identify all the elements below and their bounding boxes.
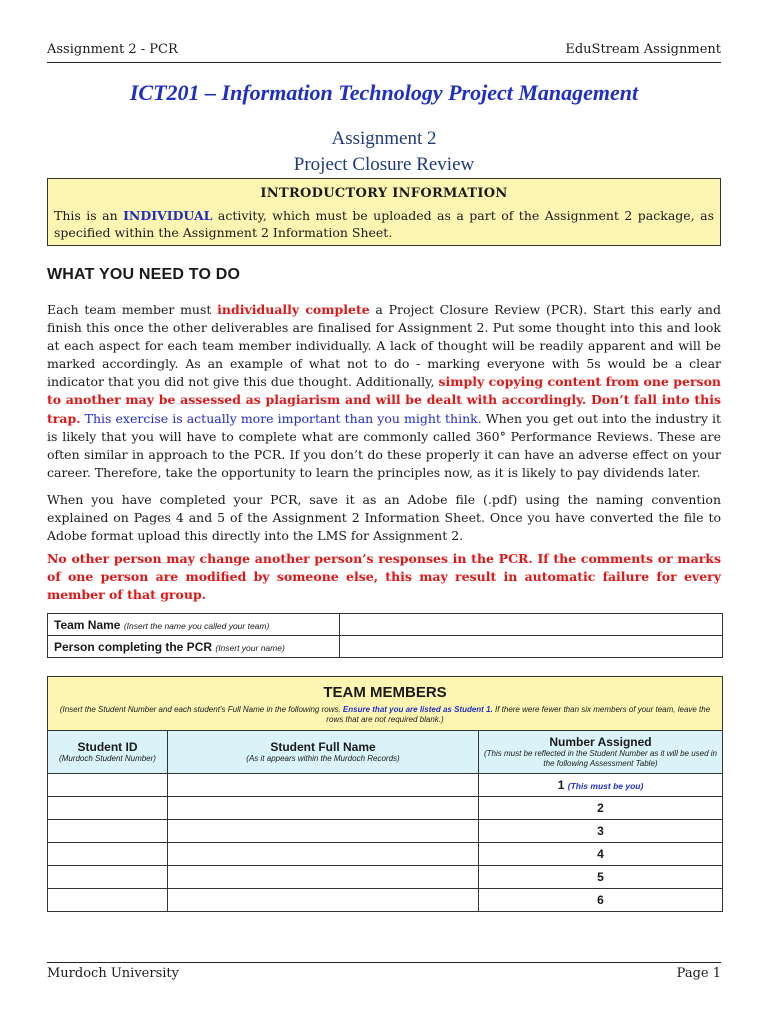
person-label (48, 636, 340, 658)
table-row (48, 889, 723, 912)
number-cell: 3 (479, 820, 723, 843)
student-id-cell[interactable] (48, 866, 168, 889)
p1-a: Each team member must (47, 302, 218, 317)
student-name-cell[interactable] (168, 820, 479, 843)
table-row (48, 866, 723, 889)
page-number: Page 1 (676, 966, 721, 981)
intro-text-b: activity, which must be uploaded as a part of the Assignment 2 package, as specified within the Assignment 2 Information Sheet. (54, 208, 714, 240)
document-title: ICT201 – Information Technology Project Management (129, 80, 639, 105)
col-student-name (168, 731, 479, 774)
team-members-title: TEAM MEMBERS (323, 684, 447, 701)
team-name-label (48, 614, 340, 636)
assignment-subtitle: Assignment 2 (331, 128, 437, 149)
col1-sub: (Murdoch Student Number) (59, 754, 156, 763)
intro-text (54, 207, 714, 241)
intro-box (47, 178, 721, 246)
table-row (48, 797, 723, 820)
p1-blue: This exercise is actually more important than you might think. (80, 410, 482, 426)
col2-sub: (As it appears within the Murdoch Records) (246, 754, 400, 763)
team-name-field[interactable] (340, 614, 723, 636)
number-value: 1 (557, 778, 565, 792)
p1-c: When you get out into the industry it is likely that you will have to complete what are commonly called 360° Performance Reviews. These are often similar in approach to the PCR. If you don’t do these properly it can have an adverse effect on your career. Therefore, take the opportunity to learn the principles now, as it is likely to pay dividends later. (47, 410, 721, 480)
number-cell (479, 774, 723, 797)
intro-highlight: INDIVIDUAL (123, 208, 213, 223)
number-cell: 2 (479, 797, 723, 820)
p1-b: a Project Closure Review (PCR). Start this early and finish this once the other deliverables are finalised for Assignment 2. Put some thought into this and look at each aspect for each team member individually. A lack of thought will be readily apparent and will be marked accordingly. As an example of what not to do - marking everyone with 5s would be a clear indicator that you did not give this due thought. Additionally, (47, 302, 721, 390)
student-id-cell[interactable] (48, 774, 168, 797)
page-footer (47, 962, 721, 981)
person-field[interactable] (340, 636, 723, 658)
table-row (48, 843, 723, 866)
number-cell: 4 (479, 843, 723, 866)
student-name-cell[interactable] (168, 797, 479, 820)
student-id-cell[interactable] (48, 889, 168, 912)
number-cell: 6 (479, 889, 723, 912)
must-be-you-note: (This must be you) (567, 781, 644, 791)
note-a: (Insert the Student Number and each student’s Full Name in the following rows. (59, 705, 343, 714)
page-header (47, 42, 721, 63)
person-hint: (Insert your name) (215, 642, 285, 653)
team-members-header (48, 677, 723, 731)
header-left: Assignment 2 - PCR (47, 42, 178, 57)
team-info-table (47, 613, 723, 658)
student-id-cell[interactable] (48, 797, 168, 820)
table-row (48, 820, 723, 843)
warning-paragraph: No other person may change another person’s responses in the PCR. If the comments or marks of one person are modified by someone else, this may result in automatic failure for every member of that group. (47, 551, 721, 603)
student-name-cell[interactable] (168, 843, 479, 866)
col1-label: Student ID (77, 740, 138, 754)
note-b: Ensure that you are listed as Student 1. (342, 705, 493, 714)
instructions-paragraph-2: When you have completed your PCR, save it as an Adobe file (.pdf) using the naming convention explained on Pages 4 and 5 of the Assignment 2 Information Sheet. Once you have converted the file to Adobe format upload this directly into the LMS for Assignment 2. (47, 492, 721, 544)
intro-text-a: This is an (54, 208, 124, 223)
team-members-table (47, 676, 723, 912)
instructions-paragraph-1 (47, 301, 721, 482)
person-label-text: Person completing the PCR (54, 639, 216, 654)
team-name-label-text: Team Name (54, 617, 124, 632)
student-name-cell[interactable] (168, 866, 479, 889)
student-id-cell[interactable] (48, 820, 168, 843)
col3-label: Number Assigned (549, 735, 652, 749)
student-name-cell[interactable] (168, 889, 479, 912)
review-subtitle: Project Closure Review (293, 154, 475, 175)
p1-red1: individually complete (217, 302, 370, 317)
table-row (48, 774, 723, 797)
team-members-note (57, 705, 713, 725)
col2-label: Student Full Name (270, 740, 376, 754)
note-c: If there were fewer than six members of your team, leave the rows that are not required blank.) (326, 705, 711, 724)
col-number-assigned (479, 731, 723, 774)
p1-red2: simply copying content from one person to another may be assessed as plagiarism and will be dealt with accordingly. Don’t fall into this trap. (47, 374, 722, 426)
student-name-cell[interactable] (168, 774, 479, 797)
footer-left: Murdoch University (47, 966, 179, 981)
col3-sub: (This must be reflected in the Student Number as it will be used in the following Assessment Table) (484, 749, 717, 768)
col-student-id (48, 731, 168, 774)
student-id-cell[interactable] (48, 843, 168, 866)
team-name-hint: (Insert the name you called your team) (123, 620, 270, 631)
intro-heading: INTRODUCTORY INFORMATION (260, 186, 508, 201)
section-heading: WHAT YOU NEED TO DO (47, 266, 241, 283)
header-right: EduStream Assignment (565, 42, 721, 57)
number-cell: 5 (479, 866, 723, 889)
